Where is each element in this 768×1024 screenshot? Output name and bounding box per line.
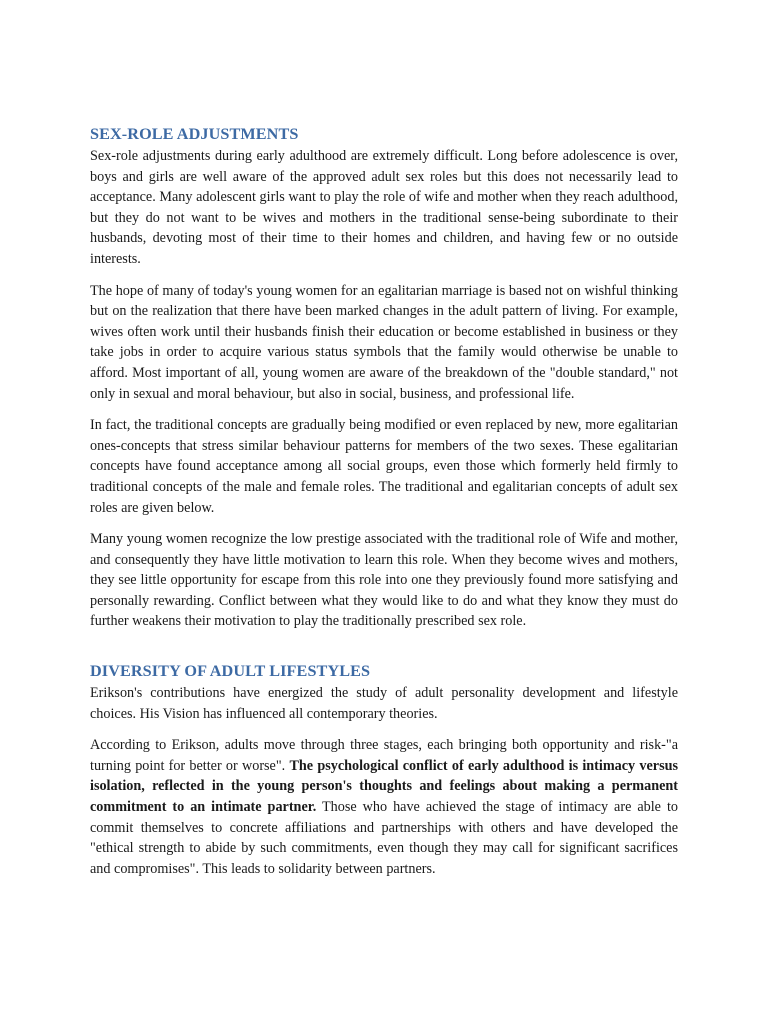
section-spacer: [90, 643, 678, 661]
paragraph-text: Those who have achieved the stage of intimacy are able to commit themselves to concrete affiliations and partnerships with others and have developed the "ethical strength to abide by such commitments, even though they may call for significant sacrifices and compromises". This leads to solidarity between partners.: [90, 799, 678, 877]
paragraph: The hope of many of today's young women for an egalitarian marriage is based not on wishful thinking but on the realization that there have been marked changes in the adult pattern of living. For example, wives often work until their husbands finish their education or become established in business or they take jobs in order to acquire various status symbols that the family would otherwise be unable to afford. Most important of all, young women are aware of the breakdown of the "double standard," not only in sexual and moral behaviour, but also in social, business, and professional life.: [90, 282, 678, 402]
paragraph: Erikson's contributions have energized the study of adult personality development and lifestyle choices. His Vision has influenced all contemporary theories.: [90, 685, 678, 722]
paragraph-erikson-stages: [90, 735, 678, 879]
paragraph: Sex-role adjustments during early adulthood are extremely difficult. Long before adolescence is over, boys and girls are well aware of the approved adult sex roles but this does not necessarily lead to acceptance. Many adolescent girls want to play the role of wife and mother when they reach adulthood, but they do not want to be wives and mothers in the traditional sense-being subordinate to their husbands, devoting most of their time to their homes and children, and having few or no outside interests.: [90, 148, 678, 267]
paragraph-text: According to Erikson, adults move through three stages, each bringing both opportunity and risk-"a turning point for better or worse".: [90, 737, 678, 774]
document-page: [90, 124, 678, 879]
section-heading-diversity-of-adult-lifestyles: DIVERSITY OF ADULT LIFESTYLES: [90, 662, 371, 681]
section-heading-sex-role-adjustments: SEX-ROLE ADJUSTMENTS: [90, 125, 299, 143]
paragraph-bold-text: The psychological conflict of early adulthood is intimacy versus isolation, reflected in the young person's thoughts and feelings about making a permanent commitment to an intimate partner.: [90, 757, 678, 816]
paragraph: In fact, the traditional concepts are gradually being modified or even replaced by new, more egalitarian ones-concepts that stress similar behaviour patterns for members of the two sexes. These egalitarian concepts have found acceptance among all social groups, even those which formerly held firmly to traditional concepts of the male and female roles. The traditional and egalitarian concepts of adult sex roles are given below.: [90, 417, 678, 516]
paragraph: Many young women recognize the low prestige associated with the traditional role of Wife and mother, and consequently they have little motivation to learn this role. When they become wives and mothers, they see little opportunity for escape from this role into one they previously found more satisfying and personally rewarding. Conflict between what they would like to do and what they know they must do further weakens their motivation to play the traditionally prescribed sex role.: [90, 531, 678, 630]
